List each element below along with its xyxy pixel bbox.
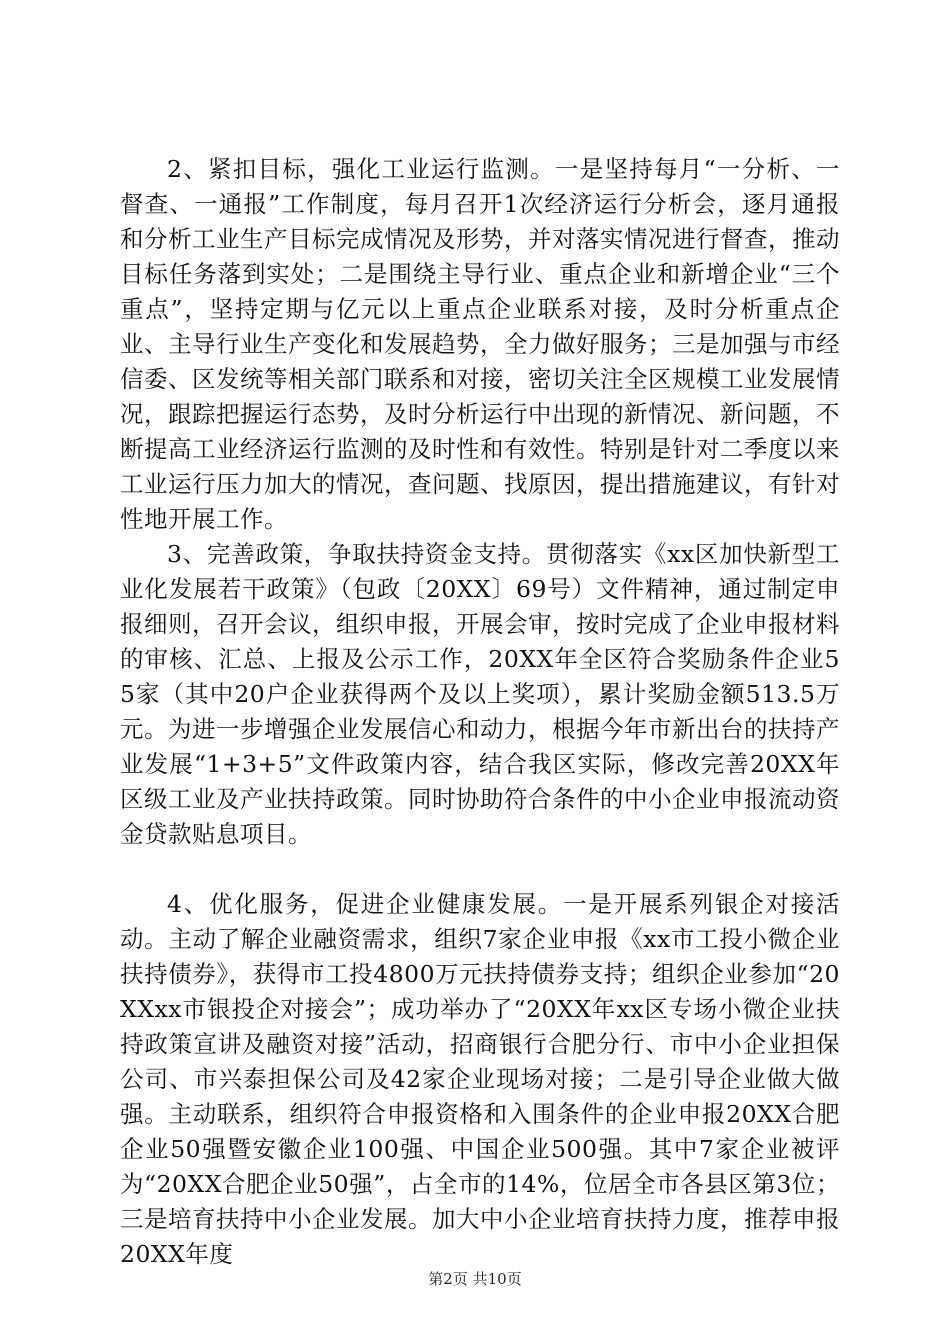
paragraph-spacer [120,852,840,887]
paragraph-enterprise-services: 4、优化服务，促进企业健康发展。一是开展系列银企对接活动。主动了解企业融资需求，组织7家企业申报《xx市工投小微企业扶持债券》，获得市工投4800万元扶持债券支持；组织企业参加“20XXxx市银投企对接会”；成功举办了“20XX年xx区专场小微企业扶持政策宣讲及融资对接”活动，招商银行合肥分行、市中小企业担保公司、市兴泰担保公司及42家企业现场对接；二是引导企业做大做强。主动联系，组织符合申报资格和入围条件的企业申报20XX合肥企业50强暨安徽企业100强、中国企业500强。其中7家企业被评为“20XX合肥企业50强”，占全市的14%，位居全市各县区第3位；三是培育扶持中小企业发展。加大中小企业培育扶持力度，推荐申报20XX年度 [120,890,840,1268]
paragraph-policy-funding: 3、完善政策，争取扶持资金支持。贯彻落实《xx区加快新型工业化发展若干政策》（包政〔20XX〕69号）文件精神，通过制定申报细则，召开会议，组织申报，开展会审，按时完成了企业申报材料的审核、汇总、上报及公示工作，20XX年全区符合奖励条件企业55家（其中20户企业获得两个及以上奖项），累计奖励金额513.5万元。为进一步增强企业发展信心和动力，根据今年市新出台的扶持产业发展“1+3+5”文件政策内容，结合我区实际，修改完善20XX年区级工业及产业扶持政策。同时协助符合条件的中小企业申报流动资金贷款贴息项目。 [120,540,840,848]
page-footer: 第2页 共10页 [428,1270,522,1288]
paragraph-industrial-monitoring: 2、紧扣目标，强化工业运行监测。一是坚持每月“一分析、一督查、一通报”工作制度，每月召开1次经济运行分析会，逐月通报和分析工业生产目标完成情况及形势，并对落实情况进行督查，推动目标任务落到实处；二是围绕主导行业、重点企业和新增企业“三个重点”，坚持定期与亿元以上重点企业联系对接，及时分析重点企业、主导行业生产变化和发展趋势，全力做好服务；三是加强与市经信委、区发统等相关部门联系和对接，密切关注全区规模工业发展情况，跟踪把握运行态势，及时分析运行中出现的新情况、新问题，不断提高工业经济运行监测的及时性和有效性。特别是针对二季度以来工业运行压力加大的情况，查问题、找原因，提出措施建议，有针对性地开展工作。 [120,155,840,533]
document-body [120,152,840,1272]
